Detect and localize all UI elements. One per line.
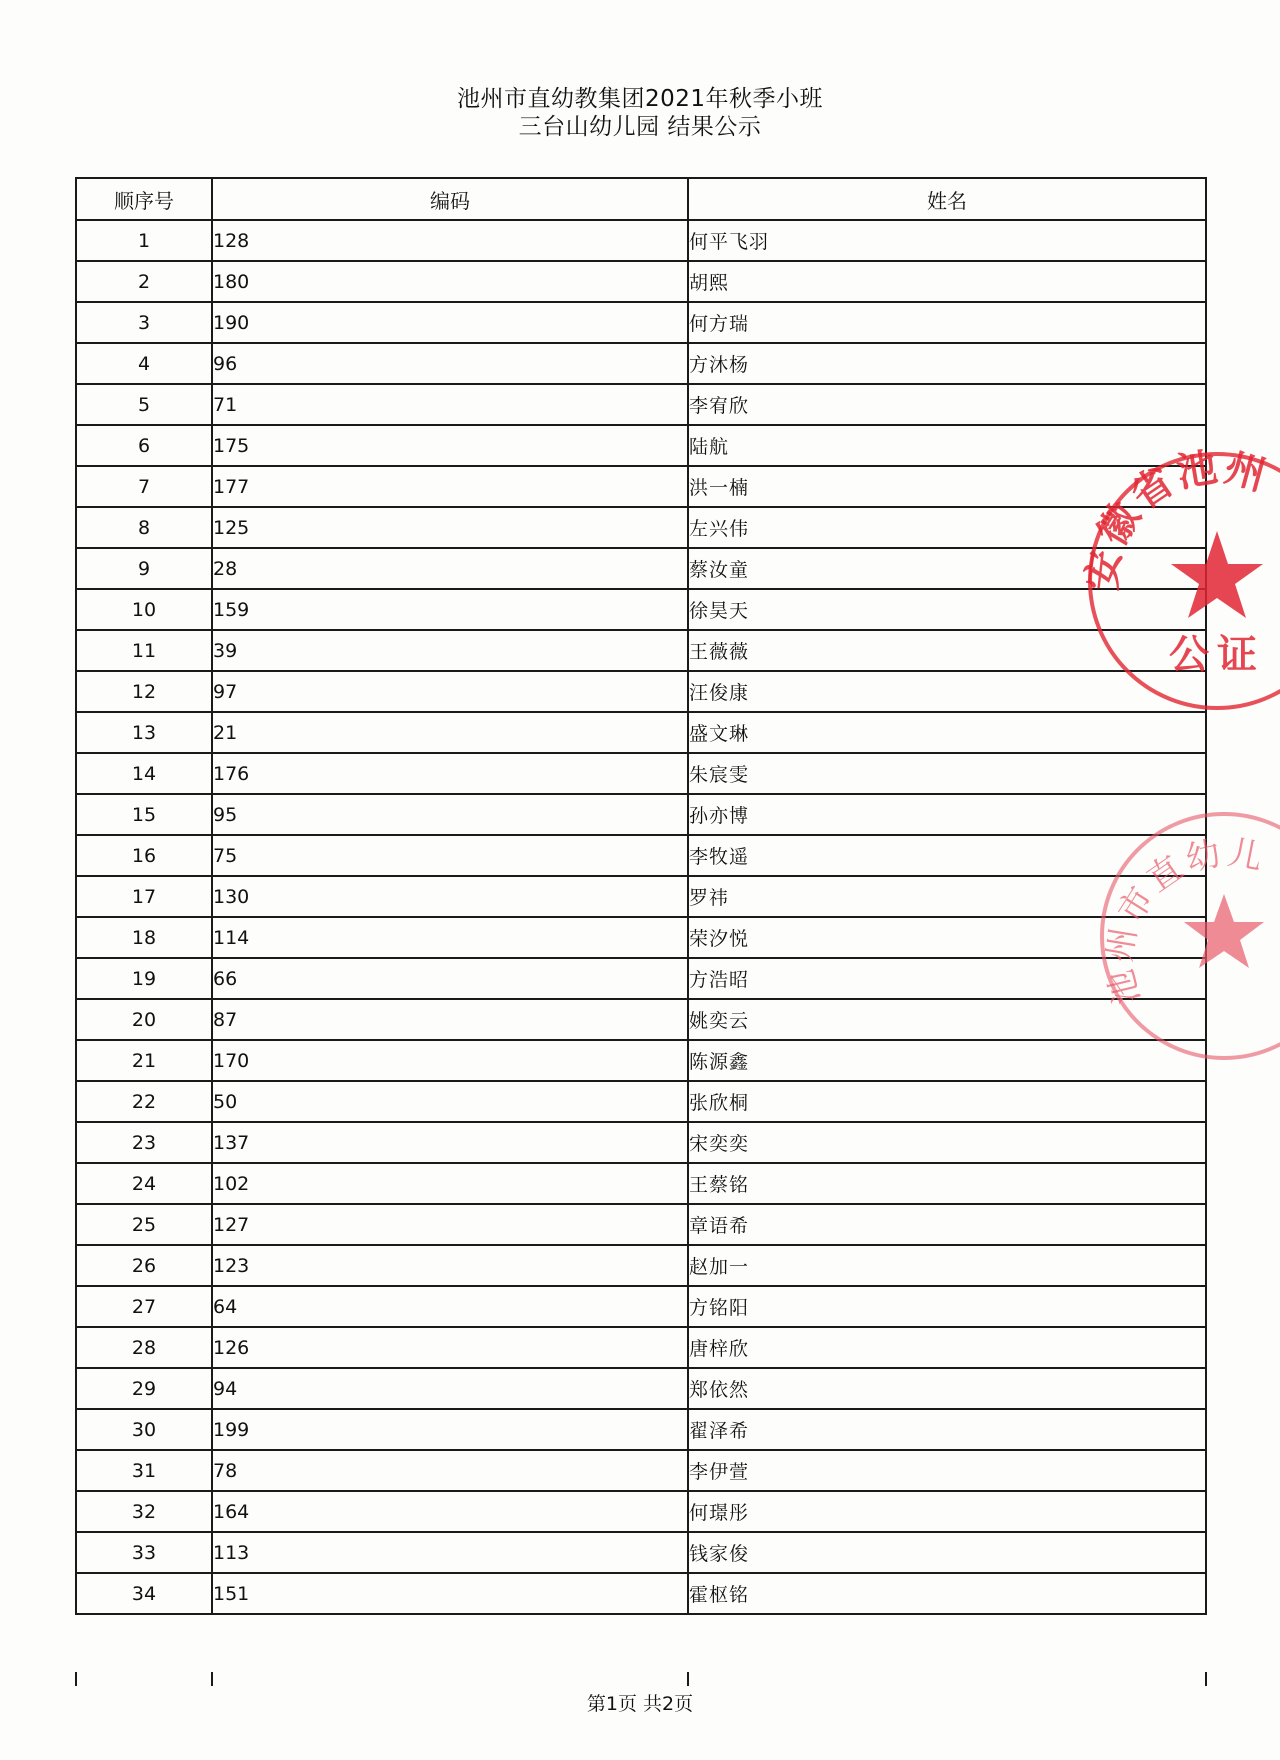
code-cell: 97 <box>212 671 688 712</box>
name-cell: 罗祎 <box>688 876 1206 917</box>
sequence-cell: 21 <box>76 1040 212 1081</box>
code-cell: 64 <box>212 1286 688 1327</box>
code-cell: 123 <box>212 1245 688 1286</box>
name-cell: 霍枢铭 <box>688 1573 1206 1614</box>
table-row <box>76 1409 1206 1450</box>
code-cell: 127 <box>212 1204 688 1245</box>
code-cell: 28 <box>212 548 688 589</box>
name-cell: 左兴伟 <box>688 507 1206 548</box>
sequence-cell: 26 <box>76 1245 212 1286</box>
table-row <box>76 1286 1206 1327</box>
sequence-cell: 23 <box>76 1122 212 1163</box>
table-row <box>76 753 1206 794</box>
result-table <box>75 177 1207 1615</box>
name-cell: 李伊萱 <box>688 1450 1206 1491</box>
code-cell: 50 <box>212 1081 688 1122</box>
table-row <box>76 302 1206 343</box>
sequence-cell: 7 <box>76 466 212 507</box>
sequence-cell: 27 <box>76 1286 212 1327</box>
header-code: 编码 <box>212 178 688 220</box>
table-continuation-line <box>1205 1672 1207 1686</box>
sequence-cell: 30 <box>76 1409 212 1450</box>
sequence-cell: 9 <box>76 548 212 589</box>
name-cell: 蔡汝童 <box>688 548 1206 589</box>
code-cell: 96 <box>212 343 688 384</box>
code-cell: 66 <box>212 958 688 999</box>
table-row <box>76 712 1206 753</box>
code-cell: 177 <box>212 466 688 507</box>
code-cell: 128 <box>212 220 688 261</box>
code-cell: 114 <box>212 917 688 958</box>
name-cell: 何方瑞 <box>688 302 1206 343</box>
sequence-cell: 14 <box>76 753 212 794</box>
code-cell: 94 <box>212 1368 688 1409</box>
notary-seal-text-top: 安徽省池州 <box>1079 444 1274 593</box>
name-cell: 张欣桐 <box>688 1081 1206 1122</box>
name-cell: 姚奕云 <box>688 999 1206 1040</box>
name-cell: 唐梓欣 <box>688 1327 1206 1368</box>
table-row <box>76 343 1206 384</box>
sequence-cell: 34 <box>76 1573 212 1614</box>
sequence-cell: 20 <box>76 999 212 1040</box>
code-cell: 199 <box>212 1409 688 1450</box>
code-cell: 151 <box>212 1573 688 1614</box>
sequence-cell: 1 <box>76 220 212 261</box>
name-cell: 方浩昭 <box>688 958 1206 999</box>
name-cell: 钱家俊 <box>688 1532 1206 1573</box>
sequence-cell: 22 <box>76 1081 212 1122</box>
sequence-cell: 15 <box>76 794 212 835</box>
name-cell: 洪一楠 <box>688 466 1206 507</box>
name-cell: 方沐杨 <box>688 343 1206 384</box>
seal-star-icon <box>1171 531 1263 618</box>
document-subtitle: 三台山幼儿园 结果公示 <box>518 114 762 140</box>
sequence-cell: 8 <box>76 507 212 548</box>
name-cell: 徐昊天 <box>688 589 1206 630</box>
kindergarten-seal-graphic <box>1099 816 1280 1056</box>
sequence-cell: 18 <box>76 917 212 958</box>
sequence-cell: 4 <box>76 343 212 384</box>
code-cell: 190 <box>212 302 688 343</box>
table-row <box>76 794 1206 835</box>
sequence-cell: 13 <box>76 712 212 753</box>
kindergarten-seal-text: 池州市直幼儿 <box>1099 832 1270 1009</box>
name-cell: 孙亦博 <box>688 794 1206 835</box>
table-row <box>76 466 1206 507</box>
table-row <box>76 999 1206 1040</box>
table-row <box>76 1327 1206 1368</box>
notary-seal-text-bottom: 公证 <box>1169 632 1265 678</box>
table-row <box>76 1491 1206 1532</box>
sequence-cell: 11 <box>76 630 212 671</box>
sequence-cell: 32 <box>76 1491 212 1532</box>
name-cell: 王薇薇 <box>688 630 1206 671</box>
table-row <box>76 1040 1206 1081</box>
code-cell: 78 <box>212 1450 688 1491</box>
table-row <box>76 917 1206 958</box>
table-row <box>76 835 1206 876</box>
table-header-row <box>76 178 1206 220</box>
table-row <box>76 671 1206 712</box>
code-cell: 170 <box>212 1040 688 1081</box>
name-cell: 李牧遥 <box>688 835 1206 876</box>
header-sequence: 顺序号 <box>76 178 212 220</box>
name-cell: 何璟彤 <box>688 1491 1206 1532</box>
table-row <box>76 1450 1206 1491</box>
svg-text:池州市直幼儿 <box>1100 833 1270 1009</box>
code-cell: 180 <box>212 261 688 302</box>
sequence-cell: 19 <box>76 958 212 999</box>
table-row <box>76 589 1206 630</box>
name-cell: 汪俊康 <box>688 671 1206 712</box>
code-cell: 87 <box>212 999 688 1040</box>
sequence-cell: 5 <box>76 384 212 425</box>
table-row <box>76 1204 1206 1245</box>
code-cell: 125 <box>212 507 688 548</box>
sequence-cell: 3 <box>76 302 212 343</box>
sequence-cell: 10 <box>76 589 212 630</box>
name-cell: 荣汐悦 <box>688 917 1206 958</box>
name-cell: 何平飞羽 <box>688 220 1206 261</box>
name-cell: 陆航 <box>688 425 1206 466</box>
notary-seal-graphic <box>1079 444 1280 706</box>
table-row <box>76 1368 1206 1409</box>
code-cell: 75 <box>212 835 688 876</box>
name-cell: 赵加一 <box>688 1245 1206 1286</box>
code-cell: 159 <box>212 589 688 630</box>
code-cell: 126 <box>212 1327 688 1368</box>
kindergarten-seal <box>1100 812 1280 1060</box>
name-cell: 王蔡铭 <box>688 1163 1206 1204</box>
code-cell: 175 <box>212 425 688 466</box>
name-cell: 章语希 <box>688 1204 1206 1245</box>
name-cell: 方铭阳 <box>688 1286 1206 1327</box>
name-cell: 李宥欣 <box>688 384 1206 425</box>
table-row <box>76 384 1206 425</box>
page-footer: 第1页 共2页 <box>586 1693 694 1715</box>
table-continuation-line <box>211 1672 213 1686</box>
sequence-cell: 31 <box>76 1450 212 1491</box>
table-row <box>76 630 1206 671</box>
table-continuation-line <box>687 1672 689 1686</box>
header-name: 姓名 <box>688 178 1206 220</box>
table-row <box>76 1532 1206 1573</box>
table-body <box>76 220 1206 1614</box>
name-cell: 朱宸雯 <box>688 753 1206 794</box>
table-row <box>76 425 1206 466</box>
table-row <box>76 876 1206 917</box>
table-row <box>76 1573 1206 1614</box>
code-cell: 71 <box>212 384 688 425</box>
name-cell: 翟泽希 <box>688 1409 1206 1450</box>
code-cell: 113 <box>212 1532 688 1573</box>
sequence-cell: 6 <box>76 425 212 466</box>
sequence-cell: 17 <box>76 876 212 917</box>
sequence-cell: 33 <box>76 1532 212 1573</box>
name-cell: 宋奕奕 <box>688 1122 1206 1163</box>
table-row <box>76 507 1206 548</box>
table-row <box>76 1245 1206 1286</box>
sequence-cell: 12 <box>76 671 212 712</box>
code-cell: 21 <box>212 712 688 753</box>
sequence-cell: 2 <box>76 261 212 302</box>
code-cell: 164 <box>212 1491 688 1532</box>
table-row <box>76 1163 1206 1204</box>
sequence-cell: 28 <box>76 1327 212 1368</box>
notary-seal <box>1079 444 1280 710</box>
name-cell: 胡熙 <box>688 261 1206 302</box>
table-row <box>76 261 1206 302</box>
sequence-cell: 24 <box>76 1163 212 1204</box>
table-row <box>76 1122 1206 1163</box>
code-cell: 137 <box>212 1122 688 1163</box>
sequence-cell: 29 <box>76 1368 212 1409</box>
seal-star-icon <box>1184 894 1264 968</box>
table-continuation-line <box>75 1672 77 1686</box>
code-cell: 102 <box>212 1163 688 1204</box>
name-cell: 盛文琳 <box>688 712 1206 753</box>
sequence-cell: 16 <box>76 835 212 876</box>
table-row <box>76 220 1206 261</box>
name-cell: 陈源鑫 <box>688 1040 1206 1081</box>
code-cell: 95 <box>212 794 688 835</box>
code-cell: 176 <box>212 753 688 794</box>
name-cell: 郑依然 <box>688 1368 1206 1409</box>
document-title: 池州市直幼教集团2021年秋季小班 <box>456 86 824 112</box>
table-row <box>76 1081 1206 1122</box>
code-cell: 39 <box>212 630 688 671</box>
code-cell: 130 <box>212 876 688 917</box>
table-row <box>76 958 1206 999</box>
table-row <box>76 548 1206 589</box>
sequence-cell: 25 <box>76 1204 212 1245</box>
